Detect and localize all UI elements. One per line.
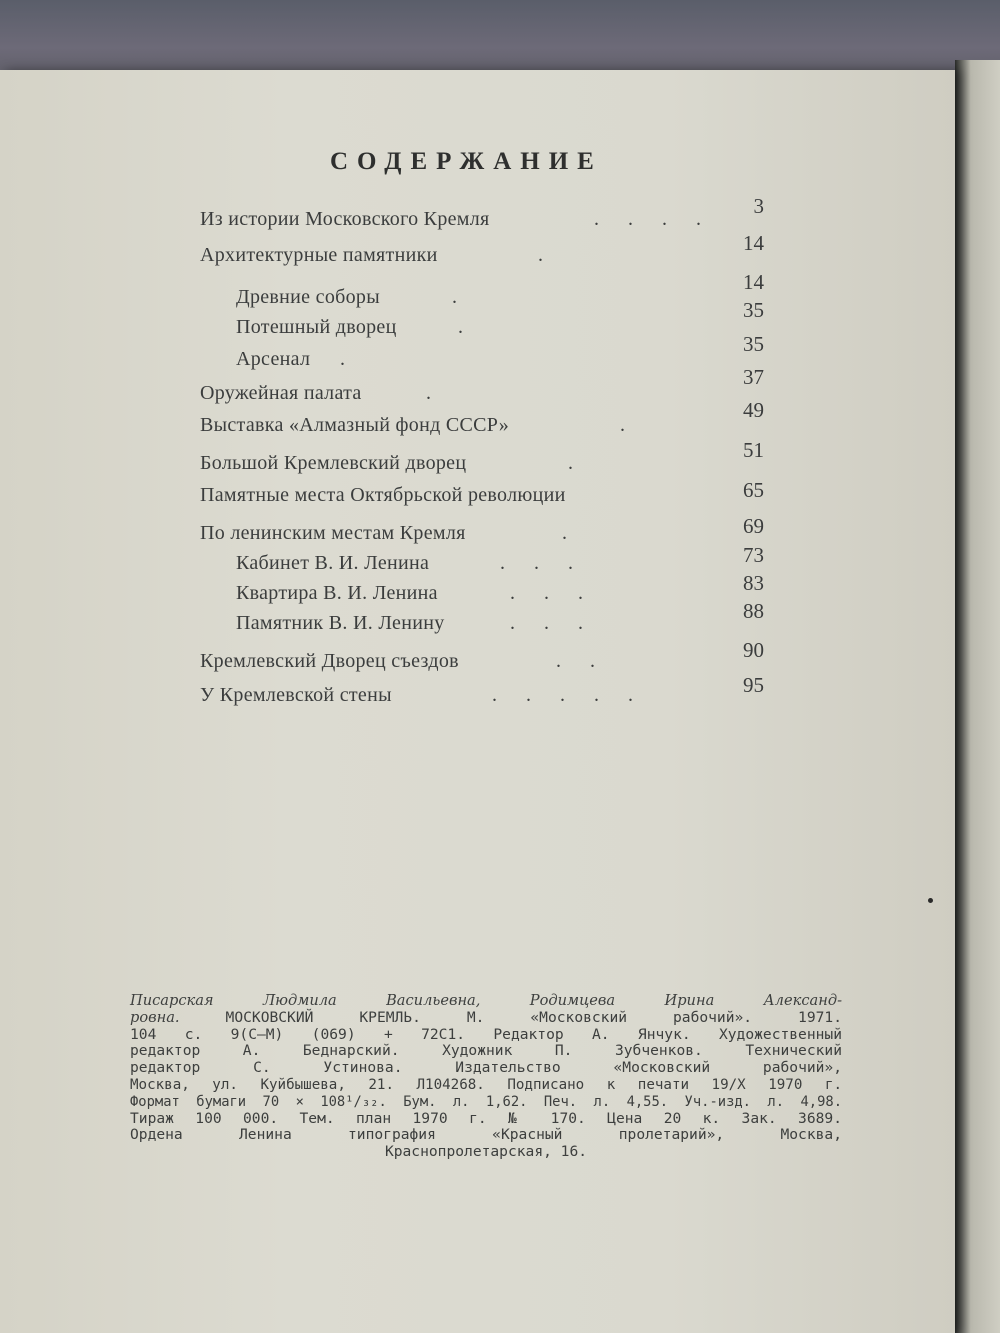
toc-entry-title: Кабинет В. И. Ленина [236, 552, 430, 574]
toc-leader-dots: . . . [500, 552, 585, 574]
toc-entry-title: Из истории Московского Кремля [200, 208, 490, 230]
table-of-contents [0, 70, 955, 830]
page-title: СОДЕРЖАНИЕ [330, 148, 603, 175]
toc-page-number: 88 [743, 599, 764, 623]
next-page-edge [955, 60, 1000, 1333]
toc-leader-dots: . [538, 244, 555, 266]
colophon-line: Москва, ул. Куйбышева, 21. Л104268. Подписано к печати 19/X 1970 г. [130, 1076, 842, 1093]
toc-leader-dots: . [620, 414, 637, 436]
colophon-line: Формат бумаги 70 × 108¹/₃₂. Бум. л. 1,62. Печ. л. 4,55. Уч.-изд. л. 4,98. [130, 1093, 842, 1110]
toc-page-number: 83 [743, 571, 764, 595]
book-page [0, 70, 955, 1333]
toc-page-number: 49 [743, 398, 764, 422]
toc-entry-title: Большой Кремлевский дворец [200, 452, 467, 474]
toc-leader-dots: . [568, 452, 585, 474]
colophon-authors: Писарская Людмила Васильевна, Родимцева Ирина Александ- [130, 992, 842, 1009]
toc-entry-title: Памятник В. И. Ленину [236, 612, 445, 634]
toc-page-number: 35 [743, 298, 764, 322]
toc-entry [0, 231, 955, 284]
colophon-line: редактор С. Устинова. Издательство «Московский рабочий», [130, 1059, 842, 1077]
colophon [130, 993, 842, 1161]
toc-entry-title: Кремлевский Дворец съездов [200, 650, 459, 672]
toc-leader-dots: . [458, 316, 475, 338]
colophon-line: редактор А. Беднарский. Художник П. Зубченков. Технический [130, 1042, 842, 1060]
toc-leader-dots: . [426, 382, 443, 404]
toc-page-number: 65 [743, 478, 764, 502]
toc-leader-dots: . . . [510, 582, 595, 604]
toc-page-number: 35 [743, 332, 764, 356]
colophon-line: Тираж 100 000. Тем. план 1970 г. № 170. Цена 20 к. Зак. 3689. [130, 1109, 842, 1127]
toc-entry-title: Арсенал [236, 348, 311, 370]
colophon-line: Ордена Ленина типография «Красный пролетарий», Москва, [130, 1126, 842, 1144]
toc-page-number: 3 [753, 194, 764, 218]
colophon-title: МОСКОВСКИЙ КРЕМЛЬ. М. «Московский рабочий». 1971. [225, 1008, 842, 1026]
toc-entry-title: Выставка «Алмазный фонд СССР» [200, 414, 509, 436]
toc-entry-title: Оружейная палата [200, 382, 362, 404]
toc-leader-dots: . [452, 286, 469, 308]
toc-leader-dots: . . . [510, 612, 595, 634]
toc-page-number: 14 [743, 270, 764, 294]
toc-page-number: 69 [743, 514, 764, 538]
toc-page-number: 14 [743, 231, 764, 255]
toc-entry-title: По ленинским местам Кремля [200, 522, 466, 544]
toc-leader-dots: . [562, 522, 579, 544]
toc-page-number: 73 [743, 543, 764, 567]
toc-page-number: 51 [743, 438, 764, 462]
toc-entry [0, 398, 955, 454]
ink-speck [928, 898, 933, 903]
toc-leader-dots: . . [556, 650, 607, 672]
toc-page-number: 95 [743, 673, 764, 697]
toc-entry-title: Архитектурные памятники [200, 244, 438, 266]
toc-entry-title: Древние соборы [236, 286, 380, 308]
toc-leader-dots: . . . . . [492, 684, 645, 706]
toc-page-number: 90 [743, 638, 764, 662]
toc-entry [0, 599, 955, 652]
colophon-line: 104 с. 9(С—М) (069) + 72С1. Редактор А. Янчук. Художественный [130, 1025, 842, 1043]
toc-entry [0, 478, 955, 524]
toc-entry [0, 673, 955, 724]
colophon-line [130, 1010, 842, 1027]
toc-entry-title: Памятные места Октябрьской революции [200, 484, 566, 506]
toc-leader-dots: . . . . [594, 208, 713, 230]
toc-entry-title: Квартира В. И. Ленина [236, 582, 438, 604]
colophon-line [130, 993, 842, 1010]
toc-page-number: 37 [743, 365, 764, 389]
toc-entry-title: Потешный дворец [236, 316, 397, 338]
toc-entry-title: У Кремлевской стены [200, 684, 392, 706]
toc-entry [0, 194, 955, 248]
toc-leader-dots: . [340, 348, 357, 370]
colophon-authors-cont: ровна. [130, 1008, 180, 1026]
colophon-line: Краснопролетарская, 16. [384, 1143, 588, 1161]
